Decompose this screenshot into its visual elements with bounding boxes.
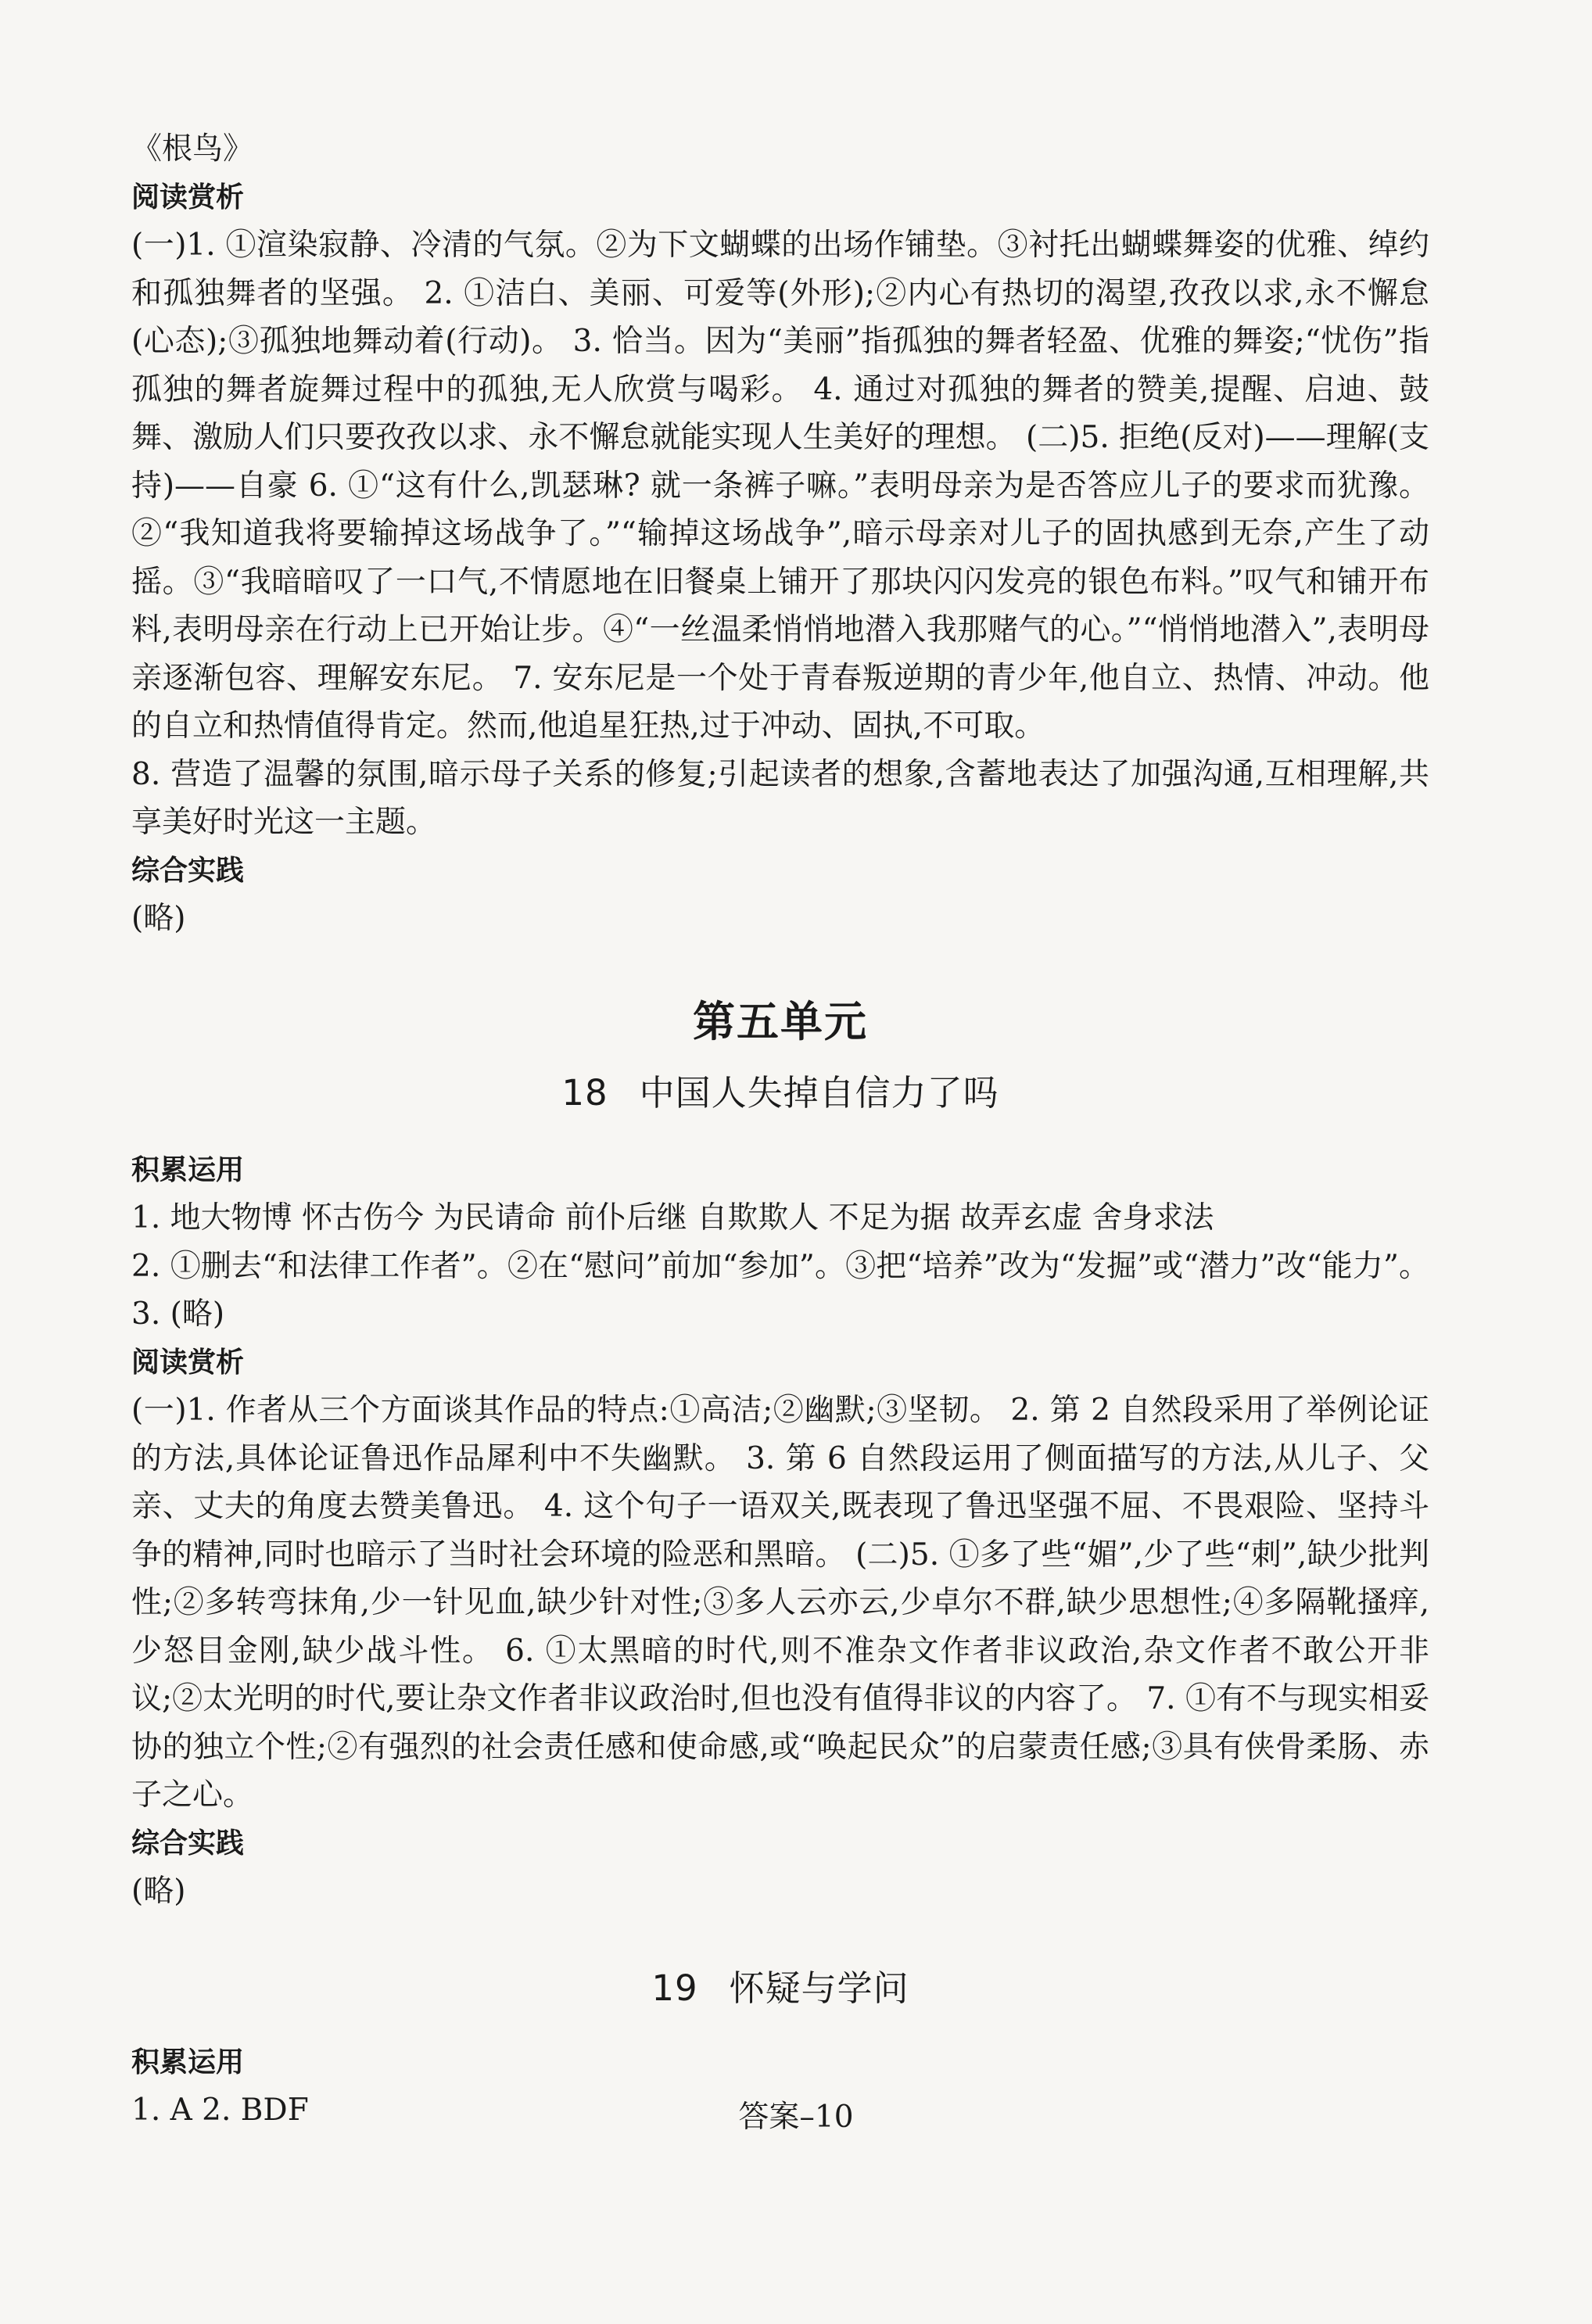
answer-page (131, 125, 1429, 2135)
accumulation-answer-1: 1. 地大物博 怀古伤今 为民请命 前仆后继 自欺欺人 不足为据 故弄玄虚 舍身求法 (131, 1200, 1214, 1236)
reading-answers-paragraph: (一)1. ①渲染寂静、冷清的气氛。②为下文蝴蝶的出场作铺垫。③衬托出蝴蝶舞姿的优雅、绰约和孤独舞者的坚强。 2. ①洁白、美丽、可爱等(外形);②内心有热切的渴望,孜孜以求,永不懈怠(心态);③孤独地舞动着(行动)。 3. 恰当。因为“美丽”指孤独的舞者轻盈、优雅的舞姿;“忧伤”指孤独的舞者旋舞过程中的孤独,无人欣赏与喝彩。 4. 通过对孤独的舞者的赞美,提醒、启迪、鼓舞、激励人们只要孜孜以求、永不懈怠就能实现人生美好的理想。 (二)5. 拒绝(反对)——理解(支持)——自豪 6. ①“这有什么,凯瑟琳? 就一条裤子嘛。”表明母亲为是否答应儿子的要求而犹豫。②“我知道我将要输掉这场战争了。”“输掉这场战争”,暗示母亲对儿子的固执感到无奈,产生了动摇。③“我暗暗叹了一口气,不情愿地在旧餐桌上铺开了那块闪闪发亮的银色布料。”叹气和铺开布料,表明母亲在行动上已开始让步。④“一丝温柔悄悄地潜入我那赌气的心。”“悄悄地潜入”,表明母亲逐渐包容、理解安东尼。 7. 安东尼是一个处于青春叛逆期的青少年,他自立、热情、冲动。他的自立和热情值得肯定。然而,他追星狂热,过于冲动、固执,不可取。 (131, 228, 1429, 744)
accumulation-answer-2: 2. ①删去“和法律工作者”。②在“慰问”前加“参加”。③把“培养”改为“发掘”或“潜力”改“能力”。 3. (略) (131, 1248, 1429, 1332)
section-heading-practice: 综合实践 (131, 1827, 245, 1860)
lesson-name: 怀疑与学问 (729, 1967, 909, 2009)
reading-answers-paragraph-8: 8. 营造了温馨的氛围,暗示母子关系的修复;引起读者的想象,含蓄地表达了加强沟通,互相理解,共享美好时光这一主题。 (131, 756, 1429, 840)
lesson-name: 中国人失掉自信力了吗 (639, 1071, 999, 1114)
section-heading-accumulation: 积累运用 (131, 2046, 245, 2078)
unit-title: 第五单元 (693, 996, 868, 1046)
section-heading-reading: 阅读赏析 (131, 181, 245, 213)
practice-answer: (略) (131, 1874, 186, 1909)
lesson-number: 19 (651, 1967, 698, 2009)
section-heading-practice: 综合实践 (131, 854, 245, 887)
section-heading-reading: 阅读赏析 (131, 1346, 245, 1379)
lesson-title-18 (131, 1064, 1429, 1115)
reading-answers-paragraph: (一)1. 作者从三个方面谈其作品的特点:①高洁;②幽默;③坚韧。 2. 第 2 自然段采用了举例论证的方法,具体论证鲁迅作品犀利中不失幽默。 3. 第 6 自然段运用了侧面描写的方法,从儿子、父亲、丈夫的角度去赞美鲁迅。 4. 这个句子一语双关,既表现了鲁迅坚强不屈、不畏艰险、坚持斗争的精神,同时也暗示了当时社会环境的险恶和黑暗。 (二)5. ①多了些“媚”,少了些“刺”,缺少批判性;②多转弯抹角,少一针见血,缺少针对性;③多人云亦云,少卓尔不群,缺少思想性;④多隔靴搔痒,少怒目金刚,缺少战斗性。 6. ①太黑暗的时代,则不准杂文作者非议政治,杂文作者不敢公开非议;②太光明的时代,要让杂文作者非议政治时,但也没有值得非议的内容了。 7. ①有不与现实相妥协的独立个性;②有强烈的社会责任感和使命感,或“唤起民众”的启蒙责任感;③具有侠骨柔肠、赤子之心。 (131, 1393, 1429, 1813)
page-number: 答案–10 (738, 2100, 854, 2135)
lesson-number: 18 (561, 1071, 608, 1114)
practice-answer: (略) (131, 901, 186, 936)
book-title: 《根鸟》 (131, 131, 254, 167)
lesson-title-19 (131, 1960, 1429, 2010)
section-heading-accumulation: 积累运用 (131, 1153, 245, 1186)
accumulation-answer: 1. A 2. BDF (131, 2093, 309, 2128)
